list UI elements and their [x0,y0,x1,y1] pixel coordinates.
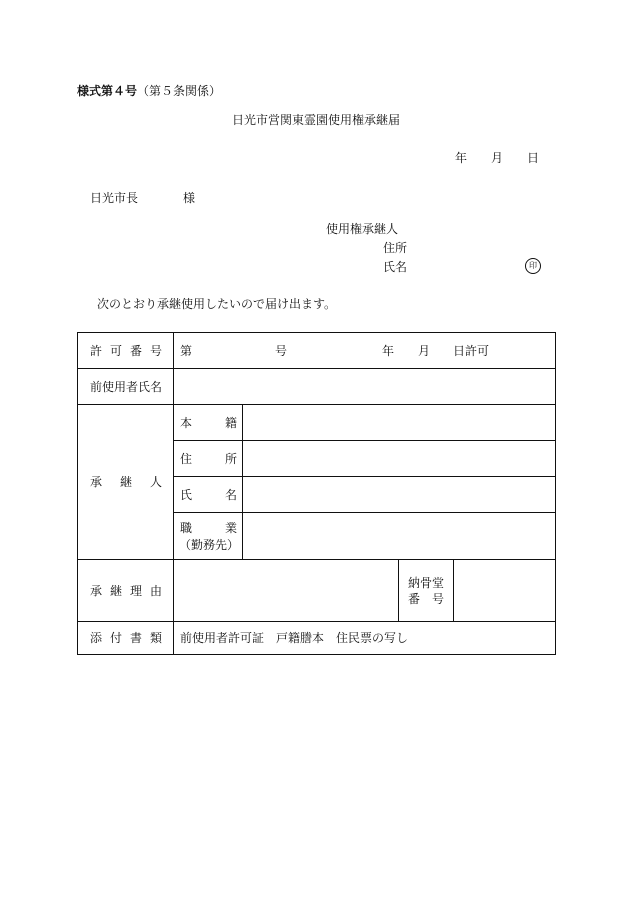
permit-month: 月 [418,344,431,358]
permit-go: 号 [275,344,288,358]
occupation-label: 職 業 [180,521,237,535]
workplace-label: （勤務先） [179,538,240,552]
applicant-heading: 使用権承継人 [326,222,399,236]
column-divider [453,559,454,621]
form-number-bold: 様式第４号 [77,84,138,98]
row-divider [78,368,555,369]
intro-text: 次のとおり承継使用したいので届け出ます。 [97,297,337,311]
column-divider [242,404,243,559]
attachments-label: 添 付 書 類 [90,631,162,645]
date-day: 日 [527,151,540,165]
document-title: 日光市営関東霊園使用権承継届 [232,113,401,127]
permit-year: 年 [382,344,395,358]
reason-label: 承 継 理 由 [90,584,162,598]
row-divider [78,404,555,405]
honseki-label: 本 籍 [180,416,237,430]
previous-user-label: 前使用者氏名 [90,380,163,394]
date-year: 年 [455,151,468,165]
column-divider [173,333,174,654]
addressee-honorific: 様 [183,191,196,205]
row-divider [78,559,555,560]
permit-dai: 第 [180,344,193,358]
form-number [77,84,221,98]
form-number-reference: （第５条関係） [137,84,222,98]
row-divider [174,512,555,513]
seal-mark-icon: 印 [525,258,541,274]
attachments-value: 前使用者許可証 戸籍謄本 住民票の写し [180,631,409,645]
column-divider [398,559,399,621]
succession-form-table [77,332,556,655]
date-month: 月 [491,151,504,165]
applicant-address-label: 住所 [383,241,408,255]
ossuary-label-bottom: 番 号 [408,592,444,606]
successor-label: 承 継 人 [90,475,162,489]
permit-day: 日許可 [453,344,490,358]
ossuary-label-top: 納骨堂 [408,576,445,590]
applicant-name-label: 氏名 [383,260,408,274]
row-divider [174,440,555,441]
row-divider [78,621,555,622]
successor-address-label: 住 所 [180,452,237,466]
successor-name-label: 氏 名 [180,488,237,502]
permit-number-label: 許 可 番 号 [90,344,162,358]
row-divider [174,476,555,477]
addressee-name: 日光市長 [90,191,139,205]
